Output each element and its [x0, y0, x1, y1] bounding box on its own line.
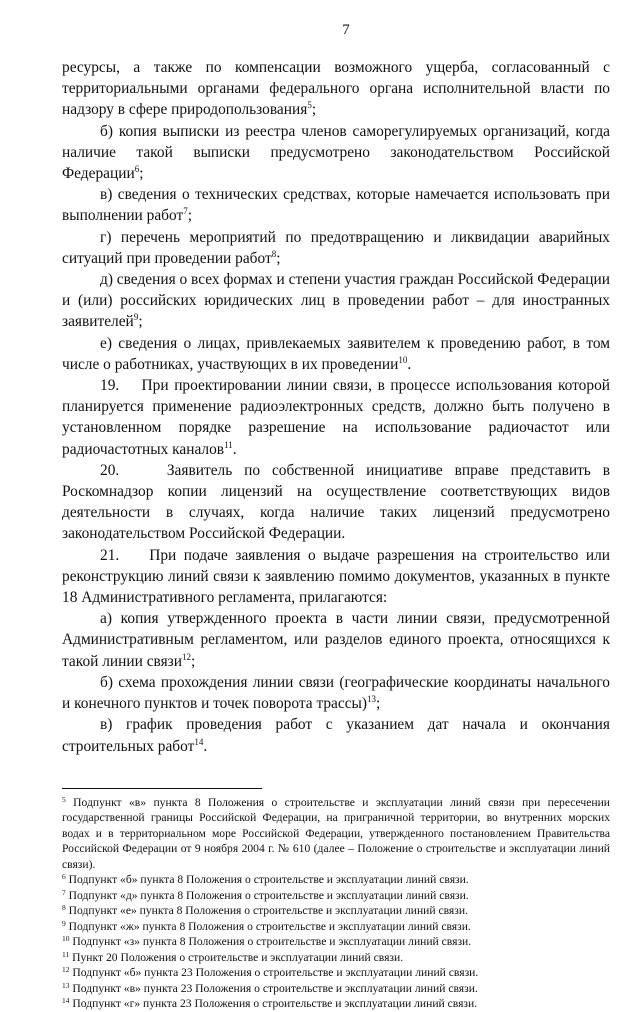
footnote-item: $^{12}$ Подпункт «б» пункта 23 Положения о строительстве и эксплуатации линий связи. — [62, 965, 479, 980]
paragraph-item-e: е) сведения о лицах, привлекаемых заявителем к проведению работ, в том числе о работниках, участвующих в их проведении$^{10}$. — [62, 334, 610, 373]
paragraph-21-item-b: б) схема прохождения линии связи (географические координаты начального и конечного пунктов и точек поворота трассы)$^{13}$; — [62, 673, 610, 713]
body-text — [62, 57, 610, 757]
footnote-ref: 11 — [224, 439, 233, 450]
footnote-item: $^9$ Подпункт «ж» пункта 8 Положения о строительстве и эксплуатации линий связи. — [62, 918, 471, 933]
footnote-item: $^{11}$ Пункт 20 Положения о строительстве и эксплуатации линий связи. — [62, 949, 404, 964]
footnote-item: $^5$ Подпункт «в» пункта 8 Положения о строительстве и эксплуатации линий связи при пересечении государственной границы Российской Федерации, на приграничной территории, во внутренних морских водах и в территориальном море Российской Федерации, утвержденного постановлением Правительства Российской Федерации от 9 ноября 2004 г. № 610 (далее – Положение о строительстве и эксплуатации линий связи). — [62, 794, 610, 871]
footnote-ref: 12 — [181, 651, 191, 662]
footnote-item: $^6$ Подпункт «б» пункта 8 Положения о строительстве и эксплуатации линий связи. — [62, 872, 469, 887]
footnote-ref: 7 — [183, 206, 188, 217]
footnote-ref: 6 — [134, 164, 140, 175]
paragraph-item-d: д) сведения о всех формах и степени участия граждан Российской Федерации и (или) российских юридических лиц в проведении работ – для иностранных заявителей$^9$; — [62, 271, 610, 331]
footnote-item: $^8$ Подпункт «е» пункта 8 Положения о строительстве и эксплуатации линий связи. — [62, 903, 468, 918]
footnote-item: $^{13}$ Подпункт «в» пункта 23 Положения о строительстве и эксплуатации линий связи. — [62, 980, 478, 995]
footnote-ref: 10 — [398, 354, 408, 365]
paragraph-item-v: в) сведения о технических средствах, которые намечается использовать при выполнении работ$^7$; — [62, 186, 610, 225]
footnote-separator — [62, 788, 262, 789]
footnote-item: $^7$ Подпункт «д» пункта 8 Положения о строительстве и эксплуатации линий связи. — [62, 887, 469, 902]
footnote-ref: 9 — [133, 312, 139, 323]
footnotes — [62, 795, 610, 1012]
page-number: 7 — [342, 22, 350, 38]
footnote-ref: 13 — [367, 694, 377, 705]
paragraph-continuation: ресурсы, а также по компенсации возможного ущерба, согласованный с территориальными органами федерального органа исполнительной власти по надзору в сфере природопользования$^5$; — [62, 59, 610, 119]
paragraph-21-item-a: а) копия утвержденного проекта в части линии связи, предусмотренной Административным регламентом, или разделов единого проекта, относящихся к такой линии связи$^{12}$; — [62, 610, 610, 670]
paragraph-21: 21. При подаче заявления о выдаче разрешения на строительство или реконструкцию линий связи к заявлению помимо документов, указанных в пункте 18 Административного регламента, прилагаются: — [62, 546, 610, 607]
footnote-ref: 5 — [307, 100, 312, 111]
paragraph-item-b: б) копия выписки из реестра членов саморегулируемых организаций, когда наличие такой выписки предусмотрено законодательством Российской Федерации$^6$; — [62, 122, 610, 183]
footnote-ref: 14 — [194, 736, 204, 747]
footnote-item: $^{10}$ Подпункт «з» пункта 8 Положения о строительстве и эксплуатации линий связи. — [62, 934, 472, 949]
paragraph-21-item-v: в) график проведения работ с указанием дат начала и окончания строительных работ$^{14}$. — [62, 716, 610, 755]
paragraph-20: 20. Заявитель по собственной инициативе вправе представить в Роскомнадзор копии лицензий на осуществление соответствующих видов деятельности в случаях, когда наличие таких лицензий предусмотрено законодательством Российской Федерации. — [62, 461, 610, 543]
footnote-ref: 8 — [271, 248, 277, 259]
paragraph-19: 19. При проектировании линии связи, в процессе использования которой планируется применение радиоэлектронных средств, должно быть получено в установленном порядке разрешение на использование радиочастот или радиочастотных каналов$^{11}$. — [62, 377, 610, 458]
paragraph-item-g: г) перечень мероприятий по предотвращению и ликвидации аварийных ситуаций при проведении работ$^8$; — [62, 228, 610, 267]
footnote-item: $^{14}$ Подпункт «г» пункта 23 Положения о строительстве и эксплуатации линий связи. — [62, 996, 478, 1011]
